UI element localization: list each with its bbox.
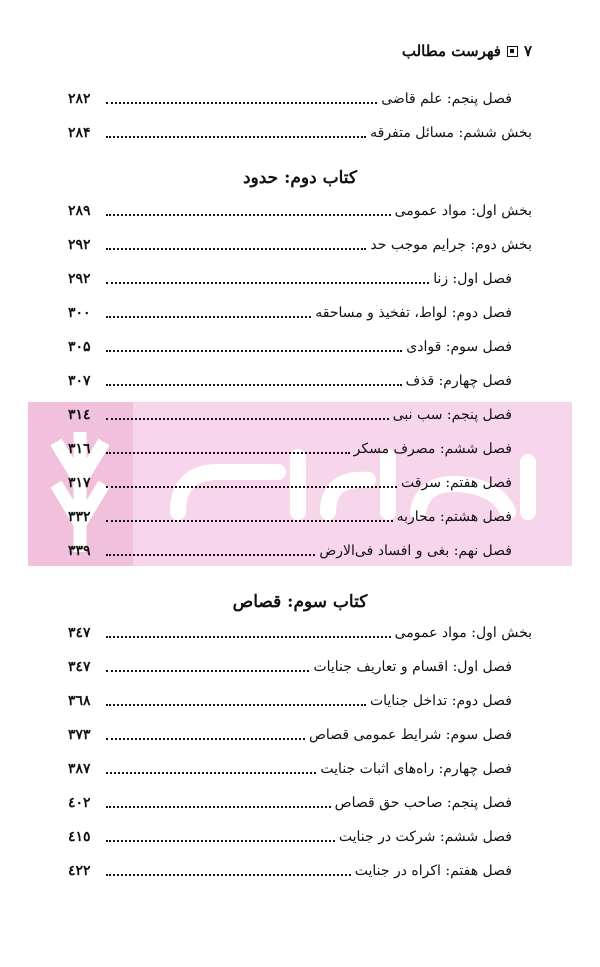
dot-leader	[106, 349, 402, 352]
toc-entry-page: ۳۰۷	[68, 373, 91, 389]
dot-leader	[106, 805, 331, 808]
toc-entry-page: ۳۰۵	[68, 339, 91, 355]
toc-entry	[68, 822, 512, 846]
toc-entry	[68, 400, 512, 424]
toc-entry	[68, 196, 532, 220]
toc-entry-title: فصل چهارم: راه‌های اثبات جنایت	[320, 761, 512, 777]
toc-entry	[68, 298, 512, 322]
dot-leader	[106, 213, 391, 216]
page-number: ۷	[523, 42, 532, 60]
toc-entry	[68, 856, 512, 880]
toc-entry-title: فصل دوم: لواط، تفخیذ و مساحقه	[315, 305, 512, 321]
toc-entry	[68, 118, 532, 142]
toc-entry-page: ۳۳۹	[68, 543, 91, 559]
toc-entry-title: بخش اول: مواد عمومی	[394, 625, 532, 641]
toc-entry-page: ۲۹۲	[68, 237, 91, 253]
dot-leader	[106, 315, 311, 318]
dot-leader	[106, 417, 389, 420]
toc-entry-page: ۲۸۴	[68, 125, 91, 141]
toc-entry-title: فصل سوم: قوادی	[406, 339, 512, 355]
dot-leader	[106, 519, 393, 522]
dot-leader	[106, 553, 315, 556]
toc-entry-page: ۳٤۷	[68, 659, 91, 675]
toc-entry	[68, 434, 512, 458]
toc-entry-title: بخش دوم: جرایم موجب حد	[370, 237, 532, 253]
dot-leader	[106, 737, 305, 740]
toc-entry	[68, 366, 512, 390]
toc-entry	[68, 720, 512, 744]
toc-entry-title: بخش ششم: مسائل متفرقه	[370, 125, 532, 141]
toc-entry-page: ۳۸۷	[68, 761, 91, 777]
toc-entry	[68, 788, 512, 812]
toc-entry	[68, 618, 532, 642]
dot-leader	[106, 703, 366, 706]
toc-entry-title: فصل پنجم: سب نبی	[392, 407, 512, 423]
toc-entry	[68, 536, 512, 560]
toc-entry	[68, 754, 512, 778]
toc-entry-title: فصل دوم: تداخل جنایات	[369, 693, 512, 709]
book-heading: کتاب دوم: حدود	[242, 168, 358, 188]
toc-entry-title: فصل نهم: بغی و افساد فی‌الارض	[319, 543, 512, 559]
dot-leader	[106, 839, 335, 842]
toc-entry-title: فصل پنجم: علم قاضی	[381, 91, 512, 107]
header-title: فهرست مطالب	[401, 42, 501, 60]
toc-entry	[68, 686, 512, 710]
toc-entry	[68, 502, 512, 526]
toc-entry-page: ۲۸۲	[68, 91, 91, 107]
toc-entry-page: ۳۷۳	[68, 727, 91, 743]
dot-leader	[106, 135, 366, 138]
toc-entry-title: فصل پنجم: صاحب حق قصاص	[334, 795, 512, 811]
toc-entry-page: ٤۲۲	[68, 863, 91, 879]
toc-entry-page: ۳۳۲	[68, 509, 91, 525]
dot-leader	[106, 383, 402, 386]
book-heading: کتاب سوم: قصاص	[232, 592, 368, 612]
toc-entry	[68, 468, 512, 492]
toc-entry-title: بخش اول: مواد عمومی	[394, 203, 532, 219]
toc-entry-title: فصل هفتم: سرقت	[401, 475, 512, 491]
toc-entry-title: فصل اول: زنا	[433, 271, 512, 287]
toc-entry-title: فصل ششم: مصرف مسکر	[353, 441, 512, 457]
toc-entry-page: ٤۰۲	[68, 795, 91, 811]
toc-entry-page: ۲۹۲	[68, 271, 91, 287]
toc-entry-title: فصل هفتم: اکراه در جنایت	[354, 863, 512, 879]
toc-entry	[68, 84, 512, 108]
toc-entry-title: فصل چهارم: قذف	[405, 373, 512, 389]
toc-entry-title: فصل هشتم: محاربه	[396, 509, 512, 525]
toc-entry	[68, 230, 532, 254]
dot-leader	[106, 669, 309, 672]
dot-leader	[106, 873, 351, 876]
dot-leader	[106, 485, 397, 488]
toc-entry-page: ۳۱٦	[68, 441, 91, 457]
toc-entry-page: ٤۱٥	[68, 829, 91, 845]
dot-leader	[106, 451, 350, 454]
dot-leader	[106, 281, 429, 284]
toc-entry-title: فصل ششم: شرکت در جنایت	[338, 829, 512, 845]
toc-entry	[68, 264, 512, 288]
toc-entry-title: فصل سوم: شرایط عمومی قصاص	[309, 727, 512, 743]
toc-entry-page: ۳۱٤	[68, 407, 91, 423]
toc-entry-page: ۳٦۸	[68, 693, 91, 709]
toc-entry-page: ۳۱۷	[68, 475, 91, 491]
toc-entry-page: ۳۰۰	[68, 305, 91, 321]
toc-entry	[68, 332, 512, 356]
dot-leader	[106, 771, 316, 774]
toc-entry-title: فصل اول: اقسام و تعاریف جنایات	[313, 659, 512, 675]
toc-entry-page: ۲۸۹	[68, 203, 91, 219]
toc-entry	[68, 652, 512, 676]
dot-leader	[106, 101, 377, 104]
dot-leader	[106, 635, 391, 638]
toc-entry-page: ۳٤۷	[68, 625, 91, 641]
dot-leader	[106, 247, 366, 250]
